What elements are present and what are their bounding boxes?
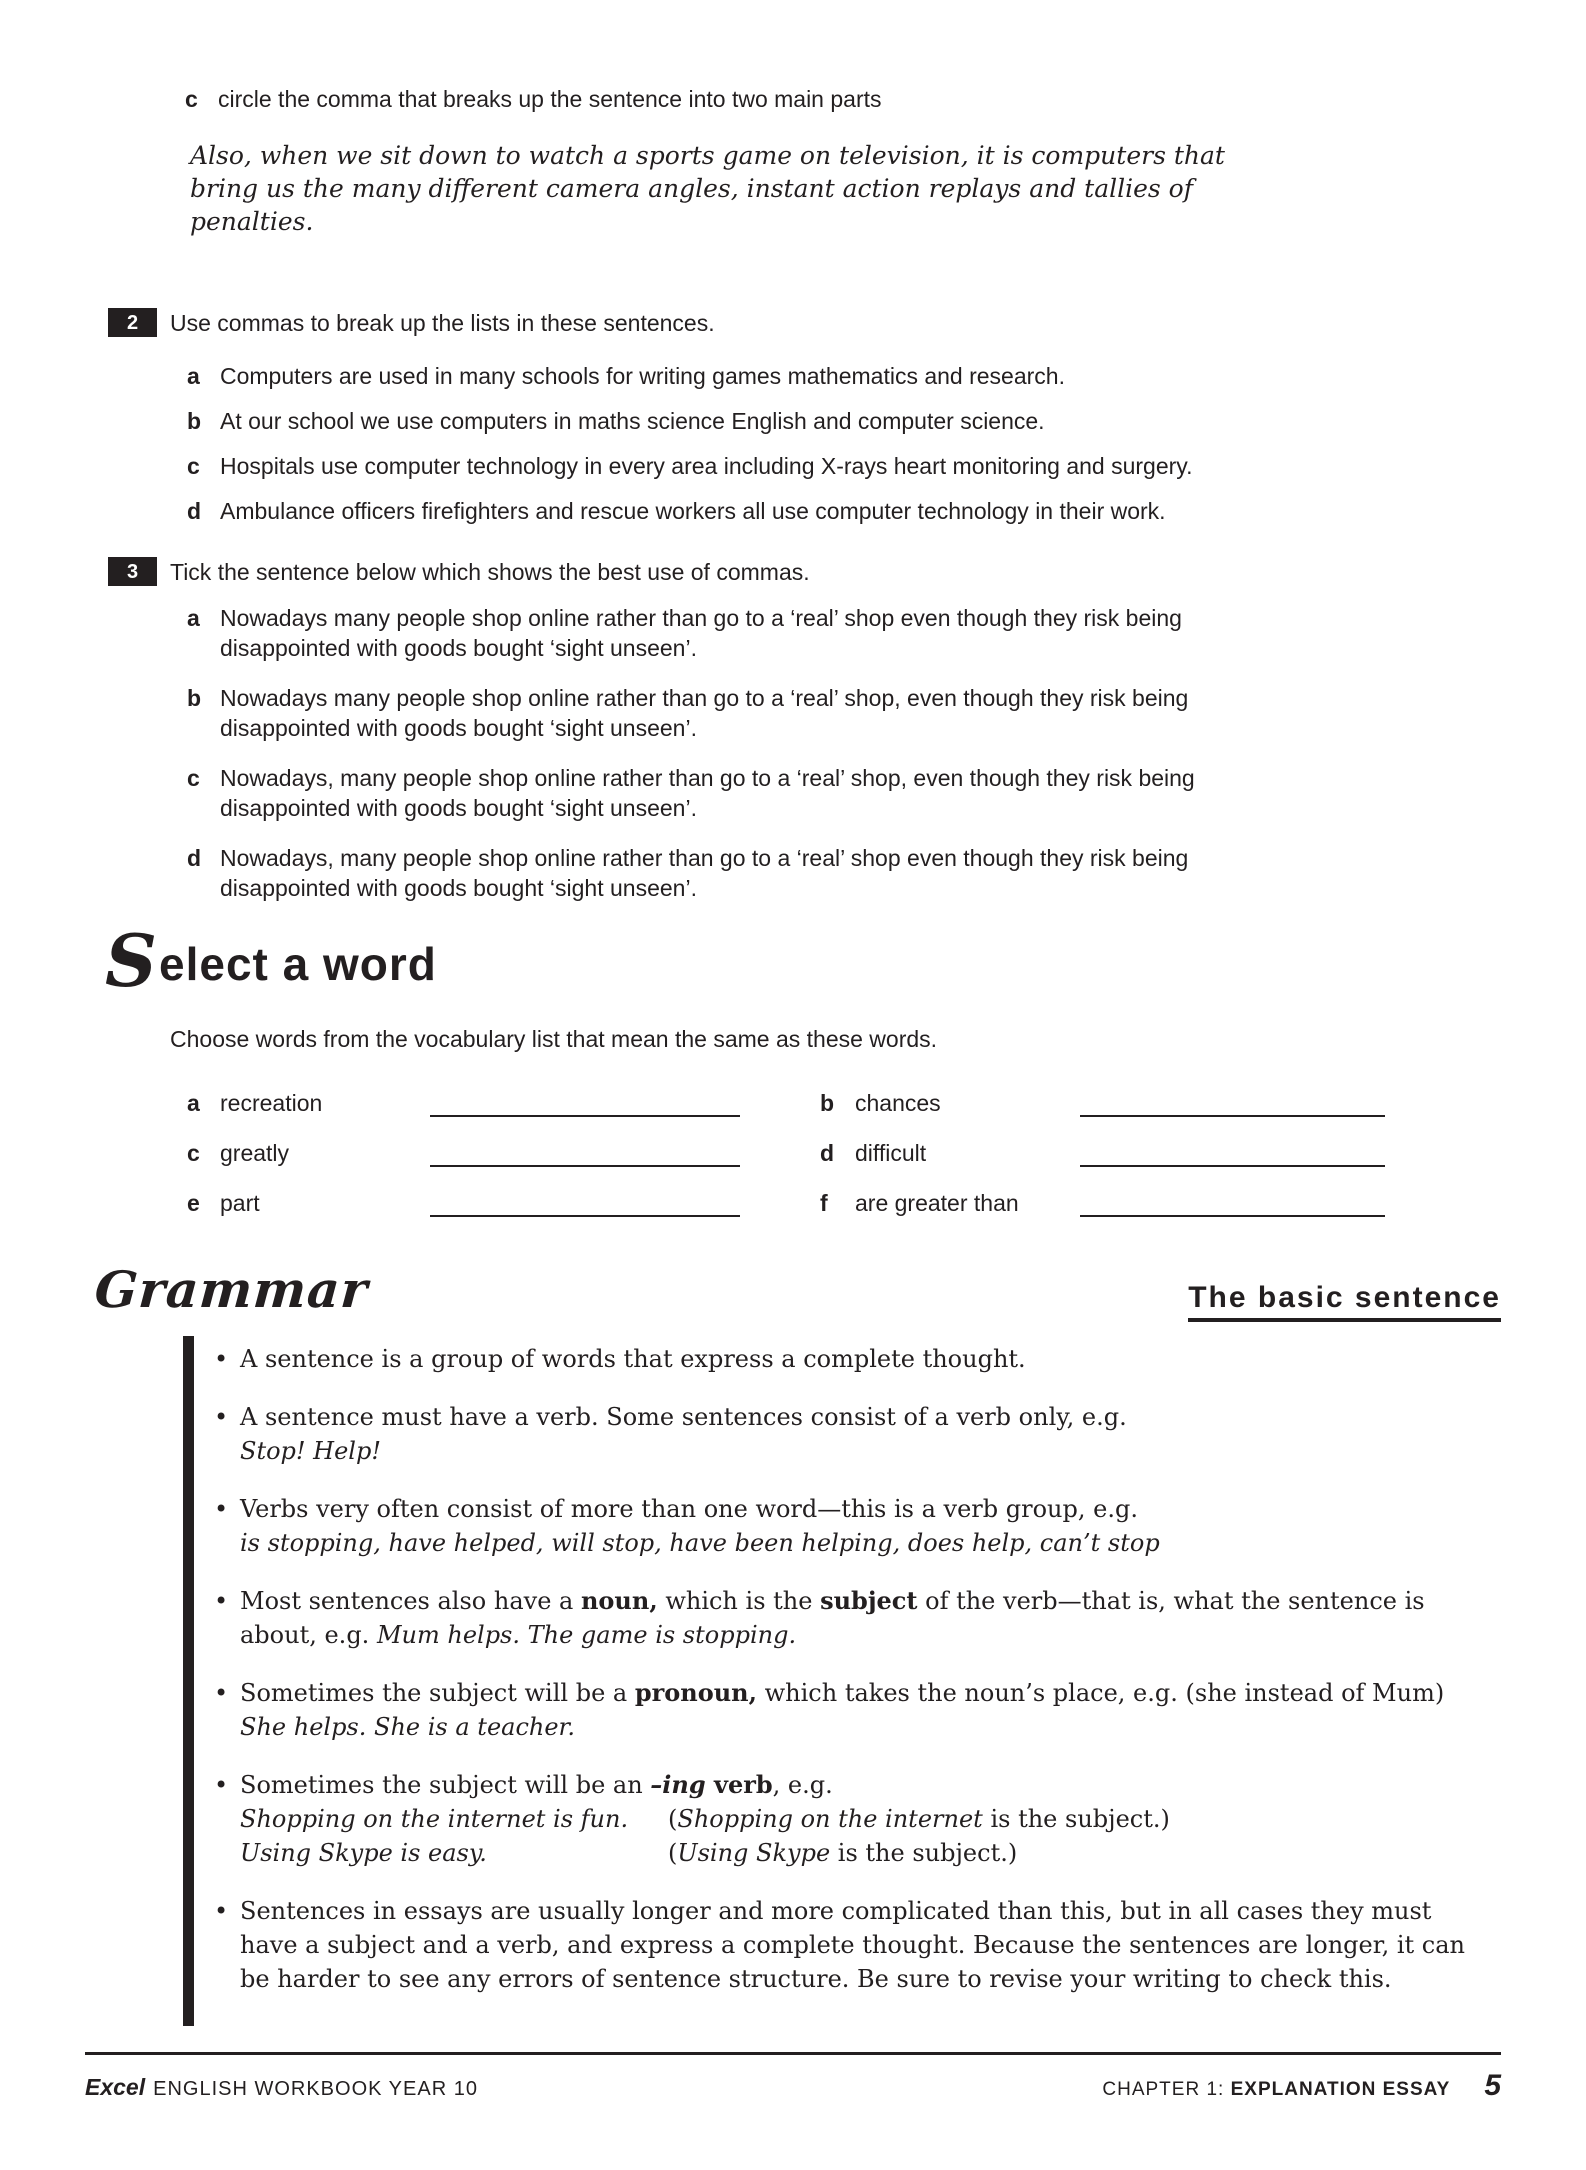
word-row <box>105 1089 1501 1117</box>
item-letter: c <box>187 765 200 791</box>
word-row <box>105 1189 1501 1217</box>
item-letter: c <box>187 453 200 479</box>
grammar-bullet: • Sometimes the subject will be a pronoun, which takes the noun’s place, e.g. (she instead of Mum) She helps. She is a teacher. <box>194 1676 1490 1744</box>
item-letter: c <box>185 86 198 112</box>
page-number: 5 <box>1484 2069 1501 2102</box>
answer-blank <box>1080 1089 1385 1117</box>
item-text: Ambulance officers firefighters and rescue workers all use computer technology in their work. <box>220 498 1166 524</box>
word-label: recreation <box>220 1089 323 1116</box>
grammar-bullet: • A sentence is a group of words that express a complete thought. <box>194 1342 1490 1376</box>
grammar-subtitle: The basic sentence <box>1188 1281 1501 1322</box>
item-letter: d <box>820 1139 835 1166</box>
example-line: Using Skype is easy. (Using Skype is the subject.) <box>240 1838 1018 1867</box>
question-3-header <box>105 557 1501 587</box>
grammar-header <box>92 1259 1501 1322</box>
grammar-bullet: • Sometimes the subject will be an –ing verb, e.g. Shopping on the internet is fun. (Shopping on the internet is the subject.) Using Skype is easy. (Using Skype is the subject.) <box>194 1768 1490 1870</box>
answer-blank <box>1080 1189 1385 1217</box>
question-2-header <box>105 308 1501 338</box>
answer-blank <box>430 1139 740 1167</box>
item-text: circle the comma that breaks up the sentence into two main parts <box>218 86 882 112</box>
list-item <box>187 843 1501 903</box>
item-letter: b <box>820 1089 835 1116</box>
grammar-title: Grammar <box>92 1259 371 1319</box>
word-label: are greater than <box>855 1189 1019 1216</box>
chapter-label <box>1102 2079 1450 2101</box>
question-3-items <box>187 603 1501 903</box>
item-letter: b <box>187 685 202 711</box>
brand-logo: Excel <box>85 2074 146 2100</box>
word-label: greatly <box>220 1139 290 1166</box>
chapter-title: EXPLANATION ESSAY <box>1230 2079 1451 2100</box>
list-item <box>187 603 1501 663</box>
item-letter: b <box>187 408 202 434</box>
answer-blank <box>430 1189 740 1217</box>
grammar-bullet: • A sentence must have a verb. Some sentences consist of a verb only, e.g. Stop! Help! <box>194 1400 1490 1468</box>
question-instruction: Tick the sentence below which shows the best use of commas. <box>170 559 810 585</box>
question-2 <box>105 308 1501 525</box>
question-2-items <box>187 362 1501 525</box>
item-text: Nowadays, many people shop online rather than go to a ‘real’ shop even though they risk being disappointed with goods bought ‘sight unseen’. <box>220 845 1189 901</box>
exercise-item-c <box>185 85 1501 113</box>
grammar-bullet: • Verbs very often consist of more than one word—this is a verb group, e.g. is stopping, have helped, will stop, have been helping, does help, can’t stop <box>194 1492 1490 1560</box>
grammar-bullet-box <box>183 1336 1501 2026</box>
list-item <box>187 407 1501 435</box>
item-letter: d <box>187 845 202 871</box>
page-title <box>105 917 1501 1003</box>
item-text: Hospitals use computer technology in every area including X-rays heart monitoring and surgery. <box>220 453 1193 479</box>
item-text: Nowadays many people shop online rather than go to a ‘real’ shop, even though they risk being disappointed with goods bought ‘sight unseen’. <box>220 685 1189 741</box>
question-instruction: Use commas to break up the lists in these sentences. <box>170 310 715 336</box>
footer-book-title <box>85 2074 478 2101</box>
list-item <box>187 497 1501 525</box>
select-a-word-section <box>105 917 1501 1217</box>
item-letter: f <box>820 1189 828 1216</box>
title-initial: S <box>105 917 158 1003</box>
item-text: Nowadays many people shop online rather than go to a ‘real’ shop even though they risk being disappointed with goods bought ‘sight unseen’. <box>220 605 1182 661</box>
list-item <box>187 763 1501 823</box>
item-letter: d <box>187 498 202 524</box>
answer-blank <box>1080 1139 1385 1167</box>
list-item <box>187 362 1501 390</box>
grammar-bullet: • Most sentences also have a noun, which is the subject of the verb—that is, what the sentence is about, e.g. Mum helps. The game is stopping. <box>194 1584 1490 1652</box>
list-item <box>187 683 1501 743</box>
chapter-prefix: CHAPTER 1: <box>1102 2079 1231 2100</box>
word-grid <box>105 1089 1501 1217</box>
word-label: chances <box>855 1089 941 1116</box>
item-text: Nowadays, many people shop online rather than go to a ‘real’ shop, even though they risk being disappointed with goods bought ‘sight unseen’. <box>220 765 1195 821</box>
item-text: At our school we use computers in maths science English and computer science. <box>220 408 1045 434</box>
word-label: difficult <box>855 1139 927 1166</box>
item-letter: c <box>187 1139 200 1166</box>
select-word-instruction: Choose words from the vocabulary list that mean the same as these words. <box>170 1025 938 1052</box>
item-text: Computers are used in many schools for writing games mathematics and research. <box>220 363 1065 389</box>
grammar-bullet: • Sentences in essays are usually longer and more complicated than this, but in all cases they must have a subject and a verb, and express a complete thought. Because the sentences are longer, it can be harder to see any errors of sentence structure. Be sure to revise your writing to check this. <box>194 1894 1490 1996</box>
question-number-badge: 2 <box>108 308 157 337</box>
book-title: ENGLISH WORKBOOK YEAR 10 <box>153 2078 478 2100</box>
item-letter: a <box>187 605 200 631</box>
answer-blank <box>430 1089 740 1117</box>
item-letter: a <box>187 1089 200 1116</box>
example-line: Shopping on the internet is fun. (Shopping on the internet is the subject.) <box>240 1804 1170 1833</box>
question-3 <box>105 557 1501 903</box>
word-label: part <box>220 1189 260 1216</box>
page-footer <box>85 2052 1501 2103</box>
example-sentence: Also, when we sit down to watch a sports game on television, it is computers that bring us the many different camera angles, instant action replays and tallies of penalties. <box>190 141 1225 236</box>
grammar-section <box>92 1259 1501 2026</box>
item-letter: a <box>187 363 200 389</box>
question-number-badge: 3 <box>108 557 157 586</box>
list-item <box>187 452 1501 480</box>
item-letter: e <box>187 1189 200 1216</box>
word-row <box>105 1139 1501 1167</box>
title-rest: elect a word <box>159 937 437 990</box>
footer-chapter <box>1102 2069 1501 2103</box>
